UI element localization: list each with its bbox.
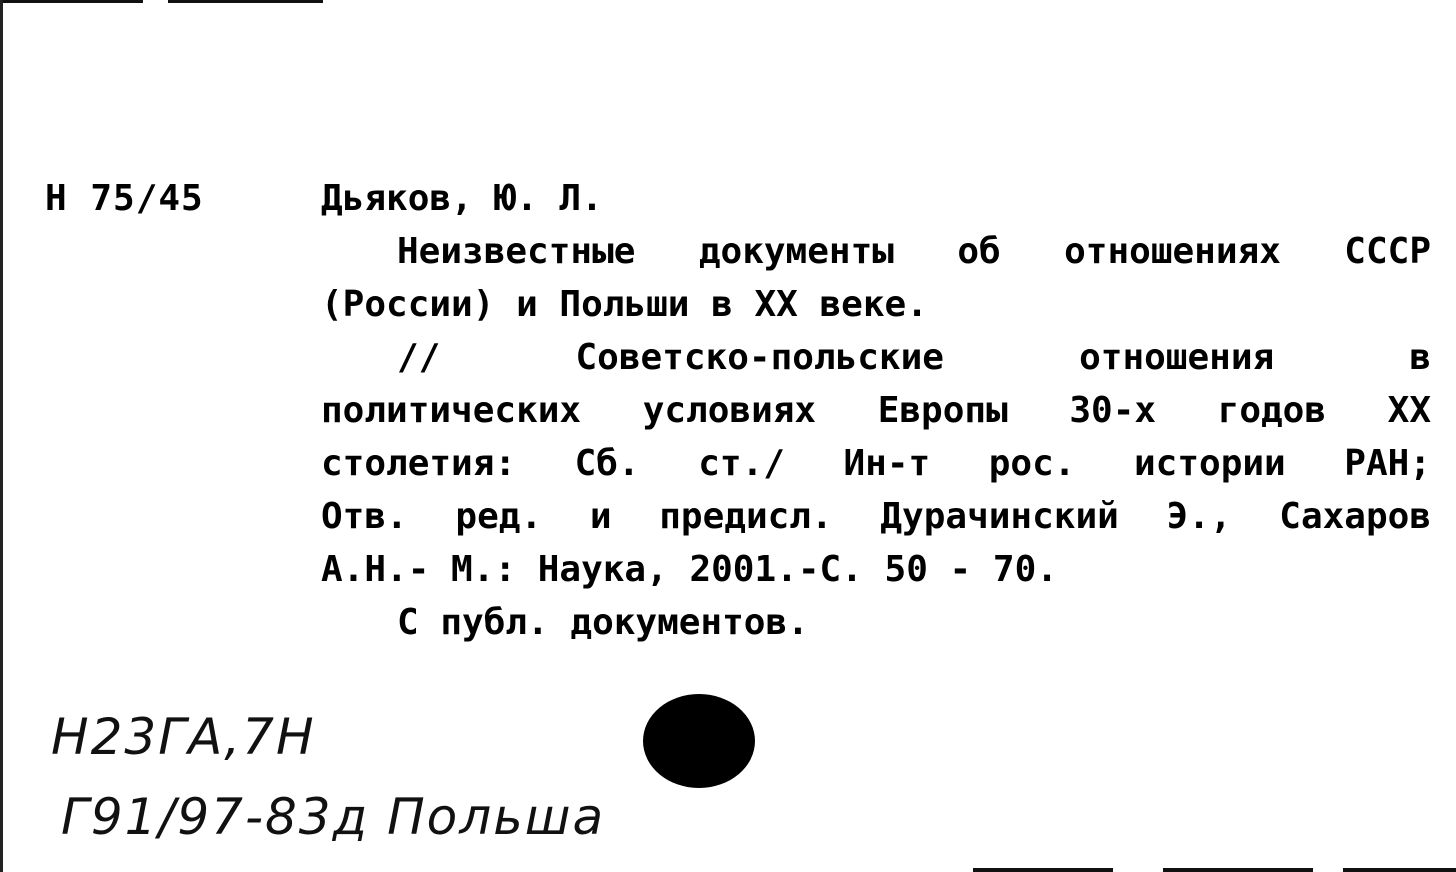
source-line-5: А.Н.- М.: Наука, 2001.-С. 50 - 70. (321, 549, 1058, 590)
top-border-line (3, 0, 1456, 3)
source-line-3: столетия: Сб. ст./ Ин-т рос. истории РАН; (321, 443, 1431, 484)
source-line-4: Отв. ред. и предисл. Дурачинский Э., Сахаров (321, 496, 1431, 537)
title-line-1: Неизвестные документы об отношениях СССР (397, 231, 1431, 272)
source-line-2: политических условиях Европы 30-х годов XX (321, 390, 1431, 431)
card-punch-hole (643, 694, 755, 788)
handwritten-classification-2: Г91/97-83д Польша (61, 788, 606, 846)
bottom-border-line (3, 868, 1456, 872)
note-line: С публ. документов. (397, 602, 809, 643)
bibliographic-entry (321, 172, 1431, 649)
handwritten-classification-1: Н23ГА,7Н (51, 708, 316, 766)
shelfmark: Н 75/45 (45, 178, 204, 219)
author-line: Дьяков, Ю. Л. (321, 178, 603, 219)
title-line-2: (России) и Польши в XX веке. (321, 284, 928, 325)
source-line-1: // Советско-польские отношения в (397, 337, 1431, 378)
